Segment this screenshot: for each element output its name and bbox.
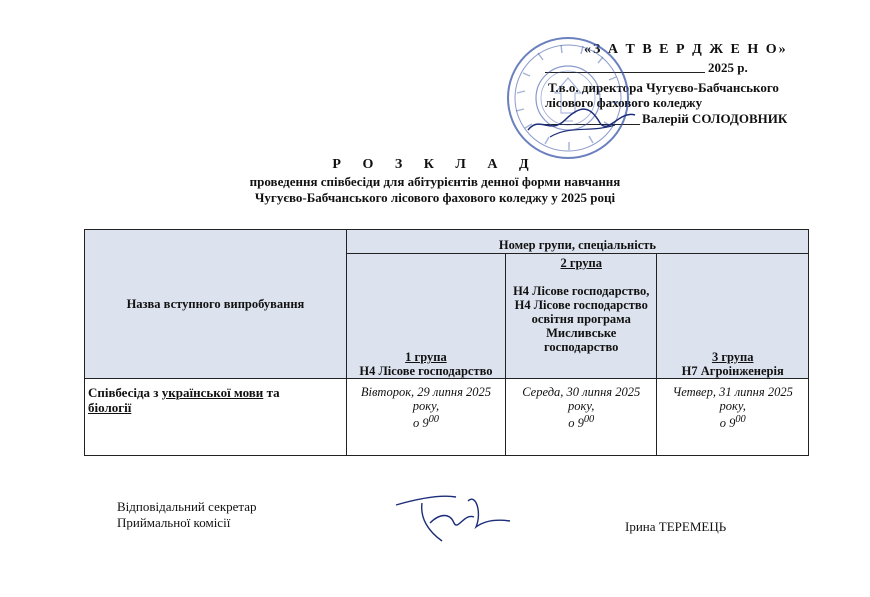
exam-prefix: Співбесіда з [88,385,162,400]
footer-role-line2: Приймальної комісії [117,515,231,530]
group-3-specialty: Н7 Агроінженерія [681,364,784,378]
group-2-number: 2 група [560,256,602,270]
header-exam-name: Назва вступного випробування [85,230,347,379]
secretary-signature [384,483,514,553]
date-group-3: Четвер, 31 липня 2025 року, [672,385,793,413]
time-group-1: о $9^{00}$ [412,414,439,431]
document-subtitle-line2: Чугуєво-Бабчанського лісового фахового коледжу у 2025 році [254,190,616,205]
footer-signer-name: Ірина ТЕРЕМЕЦЬ [625,519,727,534]
table-row [85,379,809,456]
date-cell-group-3 [657,379,809,456]
exam-subject-biology: біології [88,400,132,415]
document-title: Р О З К Л А Д [332,157,538,172]
time-group-3: о $9^{00}$ [719,414,746,431]
schedule-table [84,229,809,456]
group-2-specialty: Н4 Лісове господарство, Н4 Лісове господарство освітня програма Мисливське господарство [513,284,650,354]
date-group-1: Вівторок, 29 липня 2025 року, [360,385,492,413]
group-1-number: 1 група [405,350,447,364]
header-groups: Номер групи, спеціальність [346,230,808,254]
exam-connector: та [263,385,280,400]
approval-position-line1: Т.в.о. директора Чугуєво-Бабчанського [548,80,779,95]
approval-position-line2: лісового фахового коледжу [545,95,703,110]
date-cell-group-2 [506,379,657,456]
group-1-specialty: Н4 Лісове господарство [359,364,493,378]
approval-title: «З А Т В Е Р Д Ж Е Н О» [584,42,788,57]
time-group-2: о $9^{00}$ [568,414,595,431]
date-cell-group-1 [346,379,505,456]
footer-role-line1: Відповідальний секретар [117,499,257,514]
document-subtitle-line1: проведення співбесіди для абітурієнтів денної форми навчання [249,174,621,189]
approval-director-name: Валерій СОЛОДОВНИК [642,111,788,126]
table-header-row [85,230,809,254]
approval-date: 2025 р. [708,60,748,75]
group-1-header [346,254,505,379]
group-2-header [506,254,657,379]
group-3-header [657,254,809,379]
group-3-number: 3 група [711,350,754,364]
exam-name-cell [85,379,347,456]
exam-subject-ukrainian: української мови [161,385,264,400]
director-signature [520,95,640,145]
date-group-2: Середа, 30 липня 2025 року, [522,385,641,413]
